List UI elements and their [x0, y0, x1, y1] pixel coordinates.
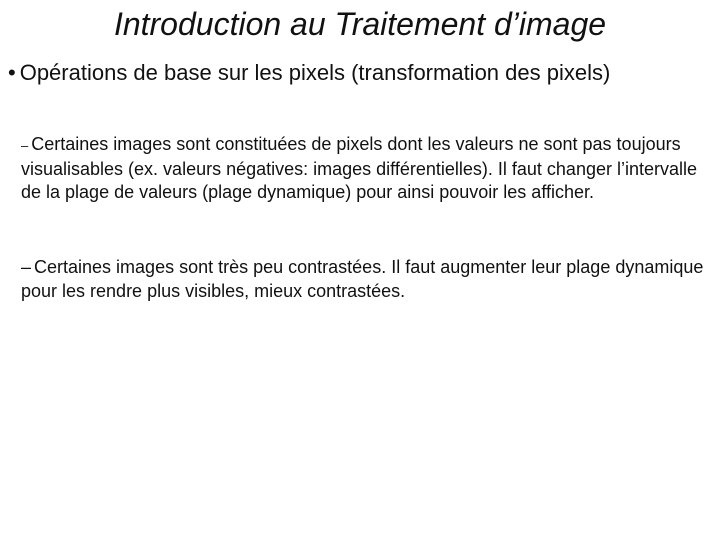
main-bullet-text: Opérations de base sur les pixels (transformation des pixels)	[19, 60, 611, 85]
sub-bullet-1-text: Certaines images sont constituées de pixels dont les valeurs ne sont pas toujours visualisables (ex. valeurs négatives: images différentielles). Il faut changer l’intervalle de la plage de valeurs (plage dynamique) pour ainsi pouvoir les afficher.	[21, 134, 698, 202]
sub-bullet-marker: –	[21, 257, 32, 277]
sub-bullet-2	[21, 256, 716, 303]
sub-bullet-marker: –	[21, 138, 29, 153]
main-bullet	[8, 58, 668, 87]
sub-bullet-2-text: Certaines images sont très peu contrastées. Il faut augmenter leur plage dynamique pour les rendre plus visibles, mieux contrastées.	[21, 257, 704, 301]
sub-bullet-1	[21, 133, 716, 205]
slide-title: Introduction au Traitement d’image	[113, 6, 607, 42]
bullet-marker: •	[8, 60, 16, 85]
